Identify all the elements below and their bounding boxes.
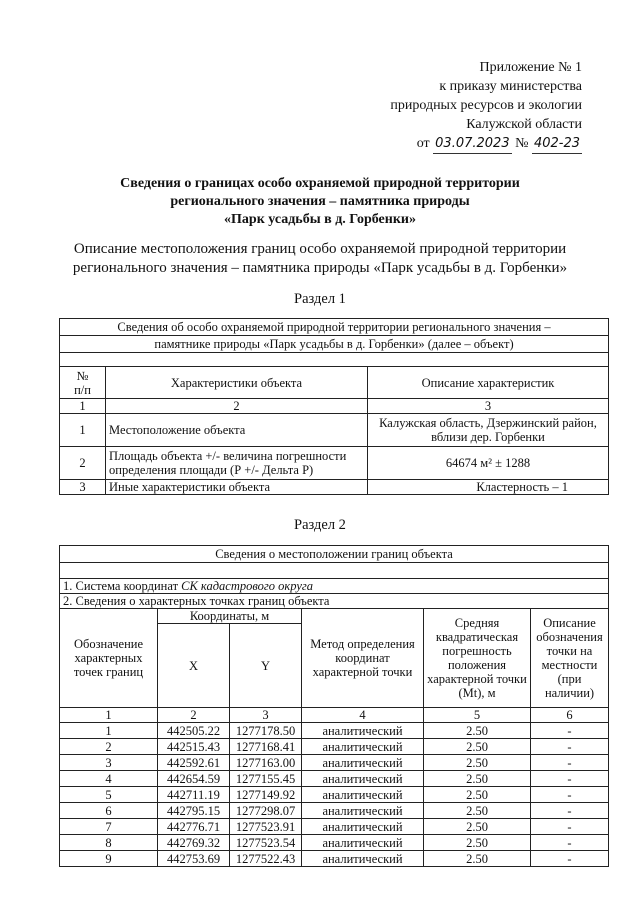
table-row — [60, 803, 609, 819]
point-id: 4 — [60, 771, 158, 787]
date-prefix: от — [416, 136, 430, 151]
coord-system-label: 1. Система координат — [63, 579, 179, 593]
description-line-2: регионального значения – памятника природы «Парк усадьбы в д. Горбенки» — [72, 260, 568, 276]
order-number: 402-23 — [532, 134, 582, 154]
point-error: 2.50 — [424, 835, 531, 851]
point-error: 2.50 — [424, 739, 531, 755]
point-x: 442753.69 — [158, 851, 230, 867]
table-row — [60, 480, 609, 495]
point-method: аналитический — [302, 803, 424, 819]
point-y: 1277298.07 — [230, 803, 302, 819]
point-note: - — [531, 723, 609, 739]
index-cell: 1 — [60, 708, 158, 723]
point-error: 2.50 — [424, 803, 531, 819]
point-note: - — [531, 819, 609, 835]
table-row — [60, 819, 609, 835]
point-error: 2.50 — [424, 723, 531, 739]
point-y: 1277163.00 — [230, 755, 302, 771]
point-method: аналитический — [302, 739, 424, 755]
number-prefix: № — [515, 136, 529, 151]
point-id: 3 — [60, 755, 158, 771]
appendix-date-line — [360, 134, 582, 154]
appendix-line-2: к приказу министерства — [439, 79, 582, 94]
point-x: 442592.61 — [158, 755, 230, 771]
point-method: аналитический — [302, 835, 424, 851]
index-cell: 1 — [60, 399, 106, 414]
col-method-header: Метод определения координат характерной точки — [302, 609, 424, 708]
description — [60, 240, 580, 278]
table-row — [60, 447, 609, 480]
table-row — [60, 851, 609, 867]
col-x-header: X — [158, 624, 230, 708]
col-y-header: Y — [230, 624, 302, 708]
row-char: Площадь объекта +/- величина погрешности определения площади (Р +/- Дельта Р) — [106, 447, 368, 480]
index-cell: 3 — [230, 708, 302, 723]
section-1-heading: Раздел 1 — [294, 291, 346, 307]
point-x: 442795.15 — [158, 803, 230, 819]
point-note: - — [531, 787, 609, 803]
table-2-spacer — [60, 563, 609, 579]
point-method: аналитический — [302, 755, 424, 771]
point-note: - — [531, 755, 609, 771]
point-method: аналитический — [302, 771, 424, 787]
table-2-caption: Сведения о местоположении границ объекта — [60, 546, 609, 563]
row-desc: 64674 м² ± 1288 — [368, 447, 609, 480]
title-line-2: регионального значения – памятника природы — [170, 194, 470, 209]
appendix-block — [360, 58, 582, 154]
row-char: Иные характеристики объекта — [106, 480, 368, 495]
point-x: 442711.19 — [158, 787, 230, 803]
point-y: 1277168.41 — [230, 739, 302, 755]
point-note: - — [531, 851, 609, 867]
table-1-caption-line-2: памятнике природы «Парк усадьбы в д. Горбенки» (далее – объект) — [60, 336, 609, 353]
point-method: аналитический — [302, 851, 424, 867]
col-desc-header: Описание характеристик — [368, 367, 609, 399]
row-no: 1 — [60, 414, 106, 447]
coord-system-name: СК кадастрового округа — [181, 579, 313, 593]
point-note: - — [531, 771, 609, 787]
point-x: 442776.71 — [158, 819, 230, 835]
col-char-header: Характеристики объекта — [106, 367, 368, 399]
table-row — [60, 771, 609, 787]
col-no-label-1: № — [76, 368, 89, 383]
point-id: 2 — [60, 739, 158, 755]
index-cell: 5 — [424, 708, 531, 723]
index-cell: 6 — [531, 708, 609, 723]
order-date: 03.07.2023 — [433, 134, 511, 154]
point-y: 1277155.45 — [230, 771, 302, 787]
col-no-header — [60, 367, 106, 399]
point-x: 442505.22 — [158, 723, 230, 739]
table-row — [60, 787, 609, 803]
table-row — [60, 835, 609, 851]
point-method: аналитический — [302, 787, 424, 803]
row-char: Местоположение объекта — [106, 414, 368, 447]
point-note: - — [531, 835, 609, 851]
point-id: 7 — [60, 819, 158, 835]
table-1-spacer — [60, 353, 609, 367]
appendix-line-3: природных ресурсов и экологии — [390, 98, 582, 113]
title-line-1: Сведения о границах особо охраняемой природной территории — [120, 176, 520, 191]
point-y: 1277149.92 — [230, 787, 302, 803]
point-error: 2.50 — [424, 851, 531, 867]
point-y: 1277178.50 — [230, 723, 302, 739]
col-coords-header: Координаты, м — [158, 609, 302, 624]
point-error: 2.50 — [424, 787, 531, 803]
table-row — [60, 755, 609, 771]
point-method: аналитический — [302, 819, 424, 835]
point-error: 2.50 — [424, 819, 531, 835]
point-y: 1277523.54 — [230, 835, 302, 851]
appendix-line-1: Приложение № 1 — [479, 60, 582, 75]
object-info-table — [59, 318, 609, 495]
point-error: 2.50 — [424, 755, 531, 771]
point-id: 1 — [60, 723, 158, 739]
index-cell: 2 — [158, 708, 230, 723]
point-note: - — [531, 739, 609, 755]
boundary-points-table — [59, 545, 609, 867]
appendix-line-4: Калужской области — [466, 117, 582, 132]
point-method: аналитический — [302, 723, 424, 739]
point-note: - — [531, 803, 609, 819]
col-no-label-2: п/п — [74, 382, 91, 397]
description-line-1: Описание местоположения границ особо охраняемой природной территории — [73, 241, 567, 257]
point-id: 6 — [60, 803, 158, 819]
point-x: 442769.32 — [158, 835, 230, 851]
point-x: 442654.59 — [158, 771, 230, 787]
point-error: 2.50 — [424, 771, 531, 787]
point-id: 5 — [60, 787, 158, 803]
coord-system-row — [60, 579, 609, 594]
table-row — [60, 723, 609, 739]
point-y: 1277523.91 — [230, 819, 302, 835]
col-error-header: Средняя квадратическая погрешность положения характерной точки (Mt), м — [424, 609, 531, 708]
point-id: 8 — [60, 835, 158, 851]
col-description-header: Описание обозначения точки на местности (при наличии) — [531, 609, 609, 708]
section-2-heading: Раздел 2 — [294, 517, 346, 533]
row-no: 2 — [60, 447, 106, 480]
index-cell: 4 — [302, 708, 424, 723]
table-row — [60, 739, 609, 755]
row-desc: Кластерность – 1 — [368, 480, 609, 495]
points-heading-row: 2. Сведения о характерных точках границ объекта — [60, 594, 609, 609]
index-cell: 2 — [106, 399, 368, 414]
title-line-3: «Парк усадьбы в д. Горбенки» — [224, 212, 416, 227]
table-row — [60, 414, 609, 447]
row-desc: Калужская область, Дзержинский район, вблизи дер. Горбенки — [368, 414, 609, 447]
index-cell: 3 — [368, 399, 609, 414]
table-1-caption-line-1: Сведения об особо охраняемой природной территории регионального значения – — [60, 319, 609, 336]
row-no: 3 — [60, 480, 106, 495]
point-id: 9 — [60, 851, 158, 867]
document-title — [60, 175, 580, 229]
col-designation-header: Обозначение характерных точек границ — [60, 609, 158, 708]
point-y: 1277522.43 — [230, 851, 302, 867]
point-x: 442515.43 — [158, 739, 230, 755]
